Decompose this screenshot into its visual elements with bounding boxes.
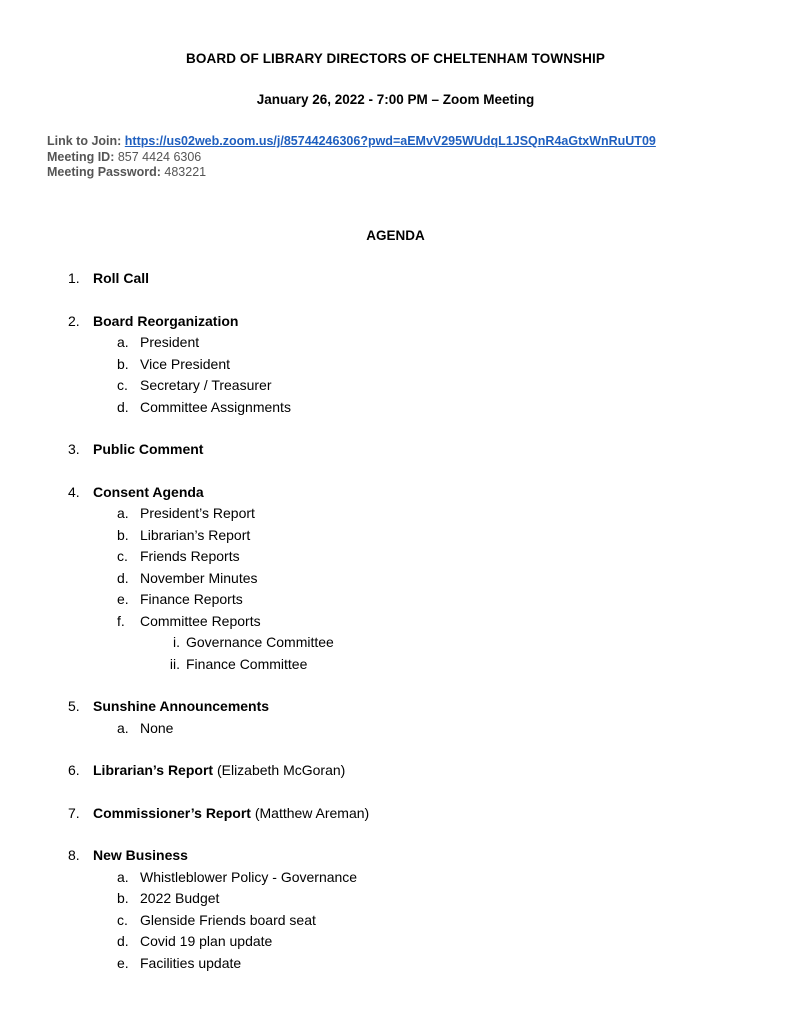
subitem-letter: e. bbox=[117, 591, 129, 607]
subitem-letter: c. bbox=[117, 911, 128, 928]
subitem-text: Committee Reports bbox=[140, 612, 261, 629]
meeting-password-line bbox=[47, 165, 656, 181]
subitem-text: Finance Reports bbox=[140, 591, 243, 607]
subitem-text: None bbox=[140, 719, 174, 736]
agenda-item-presenter: (Matthew Areman) bbox=[254, 804, 370, 821]
subsubitem-text: Finance Committee bbox=[186, 655, 308, 672]
zoom-join-link[interactable]: https://us02web.zoom.us/j/85744246306?pwd=aEMvV295WUdqL1JSQnR4aGtxWnRuUT09 bbox=[124, 134, 656, 148]
agenda-item-heading: Board Reorganization bbox=[93, 312, 239, 329]
subitem-text: President’s Report bbox=[140, 505, 255, 521]
agenda-item-number: 6. bbox=[68, 762, 80, 778]
agenda-item-number: 4. bbox=[68, 483, 80, 500]
subsubitem-numeral: i. bbox=[173, 634, 180, 650]
subitem-text: November Minutes bbox=[140, 569, 258, 586]
subitem-letter: b. bbox=[117, 355, 129, 372]
meeting-password-label: Meeting Password: bbox=[47, 165, 161, 179]
agenda-item-heading: New Business bbox=[93, 847, 188, 863]
subitem-letter: a. bbox=[117, 505, 129, 521]
agenda-item-heading bbox=[93, 803, 369, 825]
subitem-letter: a. bbox=[117, 719, 129, 736]
agenda-item-heading bbox=[93, 760, 345, 782]
join-link-line bbox=[47, 134, 656, 150]
subitem-letter: a. bbox=[117, 334, 129, 350]
subitem-text: Secretary / Treasurer bbox=[140, 377, 272, 393]
agenda-heading: AGENDA bbox=[366, 228, 425, 243]
agenda-item-heading: Roll Call bbox=[93, 270, 150, 286]
agenda-item-number: 3. bbox=[68, 441, 80, 457]
subitem-letter: e. bbox=[117, 954, 129, 971]
subitem-letter: d. bbox=[117, 933, 129, 949]
document-title: BOARD OF LIBRARY DIRECTORS OF CHELTENHAM TOWNSHIP bbox=[186, 51, 605, 66]
subitem-text: Librarian’s Report bbox=[140, 526, 251, 543]
subitem-letter: b. bbox=[117, 526, 129, 543]
subitem-letter: d. bbox=[117, 398, 129, 415]
agenda-item-heading: Sunshine Announcements bbox=[93, 698, 270, 714]
subitem-letter: b. bbox=[117, 890, 129, 906]
meeting-info bbox=[47, 134, 656, 181]
subitem-letter: d. bbox=[117, 569, 129, 586]
agenda-item-number: 7. bbox=[68, 804, 80, 821]
subitem-letter: c. bbox=[117, 548, 128, 564]
agenda-item-number: 2. bbox=[68, 312, 80, 329]
subitem-text: Facilities update bbox=[140, 954, 242, 971]
agenda-item-presenter: (Elizabeth McGoran) bbox=[216, 762, 346, 778]
meeting-id-line bbox=[47, 150, 656, 166]
subsubitem-numeral: ii. bbox=[169, 655, 180, 672]
meeting-password-value: 483221 bbox=[164, 165, 207, 179]
subitem-letter: f. bbox=[117, 612, 125, 629]
subitem-text: Committee Assignments bbox=[140, 398, 291, 415]
subitem-text: Friends Reports bbox=[140, 548, 240, 564]
agenda-item-number: 5. bbox=[68, 698, 80, 714]
subitem-text: Vice President bbox=[140, 355, 231, 372]
subitem-text: 2022 Budget bbox=[140, 890, 220, 906]
agenda-item-number: 8. bbox=[68, 847, 80, 863]
agenda-item-heading: Public Comment bbox=[93, 441, 204, 457]
agenda-item-heading: Consent Agenda bbox=[93, 483, 204, 500]
agenda-item-number: 1. bbox=[68, 270, 80, 286]
subitem-text: Whistleblower Policy - Governance bbox=[140, 868, 358, 885]
subitem-letter: a. bbox=[117, 868, 129, 885]
subitem-text: Glenside Friends board seat bbox=[140, 911, 316, 928]
agenda-item-heading-text: Commissioner’s Report bbox=[93, 804, 251, 821]
subitem-text: President bbox=[140, 334, 200, 350]
agenda-item-heading-text: Librarian’s Report bbox=[93, 762, 214, 778]
subitem-letter: c. bbox=[117, 377, 128, 393]
meeting-id-label: Meeting ID: bbox=[47, 149, 115, 164]
join-link-label: Link to Join: bbox=[47, 134, 122, 148]
subsubitem-text: Governance Committee bbox=[186, 634, 334, 650]
meeting-id-value: 857 4424 6306 bbox=[117, 149, 202, 164]
subitem-text: Covid 19 plan update bbox=[140, 933, 273, 949]
meeting-date-time: January 26, 2022 - 7:00 PM – Zoom Meeting bbox=[256, 92, 535, 107]
